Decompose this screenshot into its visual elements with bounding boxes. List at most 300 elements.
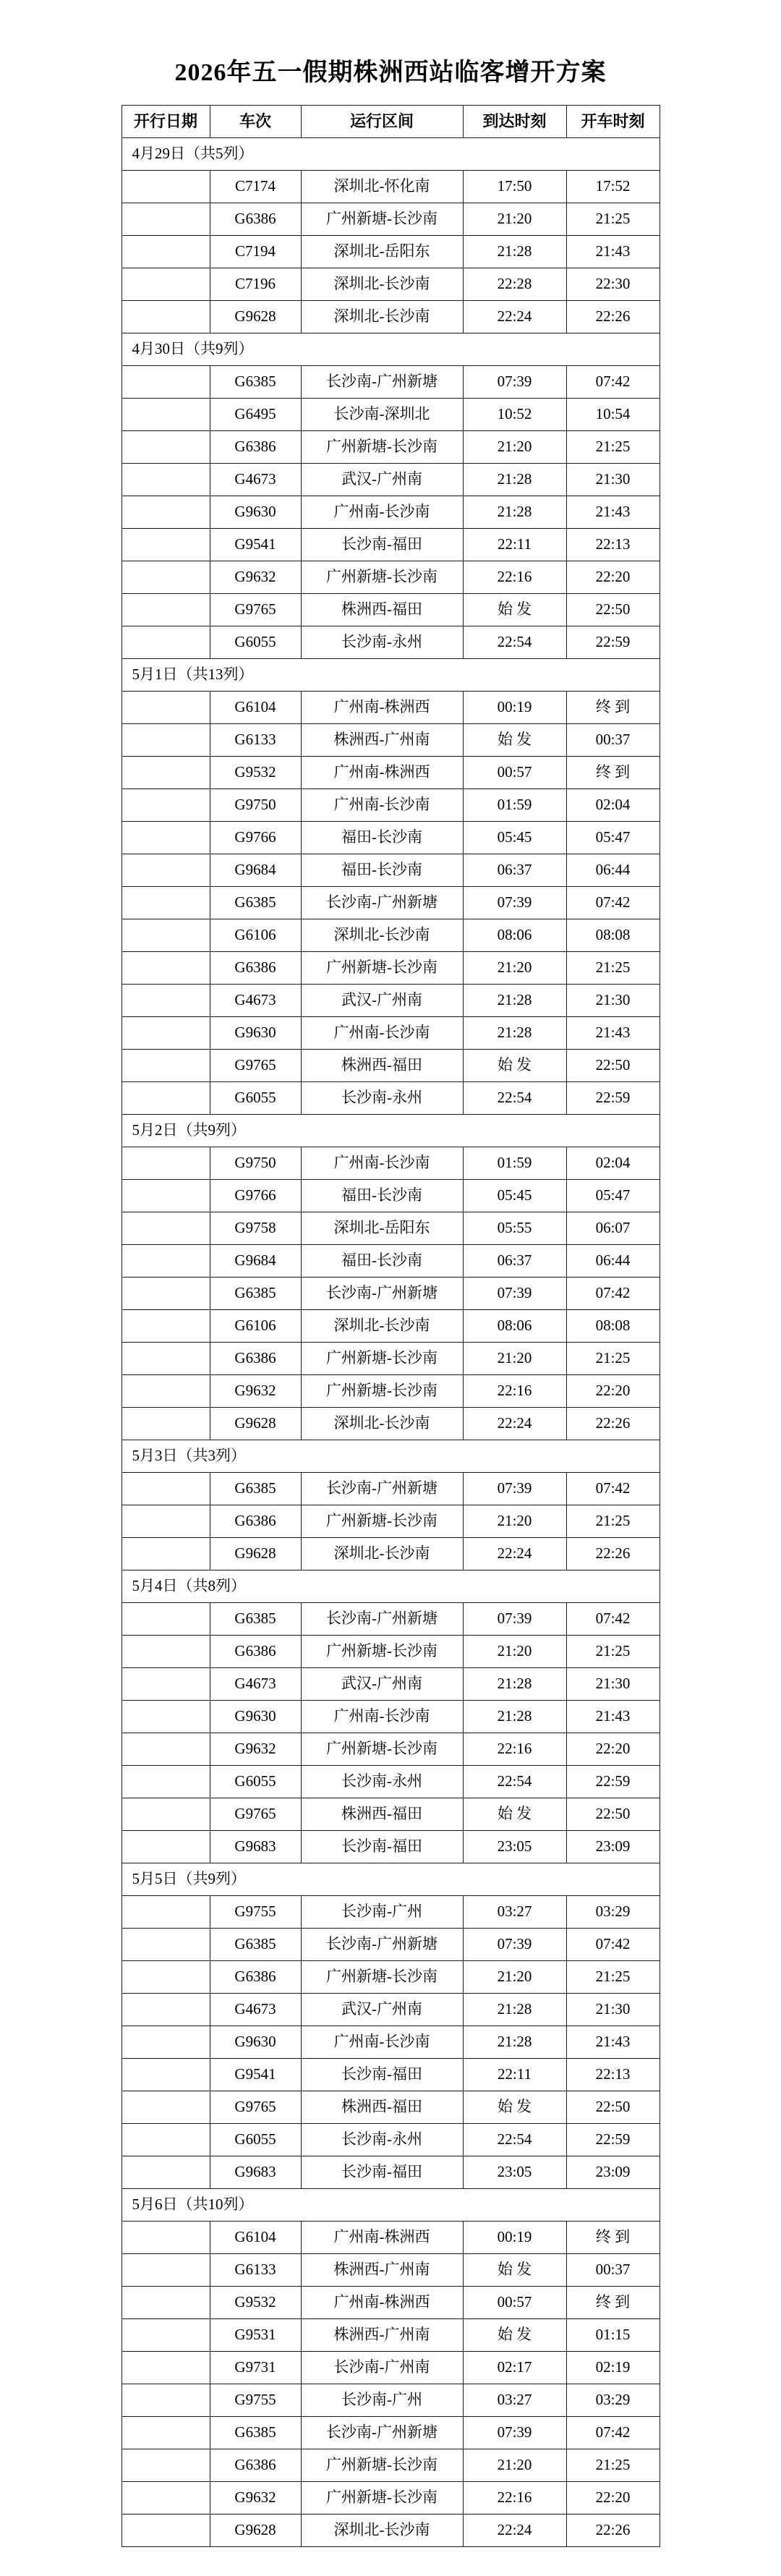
train-row [121,692,660,724]
arrival-time-cell: 21:20 [463,952,566,985]
route-cell: 广州南-株洲西 [301,2287,463,2319]
empty-date-cell [121,431,210,464]
arrival-time-cell: 始 发 [463,724,566,757]
empty-date-cell [121,1082,210,1115]
route-cell: 株洲西-广州南 [301,2254,463,2287]
empty-date-cell [121,1408,210,1440]
train-row [121,1961,660,1994]
arrival-time-cell: 21:28 [463,1017,566,1050]
arrival-time-cell: 22:11 [463,529,566,561]
route-cell: 广州新塘-长沙南 [301,1505,463,1538]
train-row [121,1017,660,1050]
train-row [121,2059,660,2091]
train-row [121,887,660,919]
route-cell: 深圳北-长沙南 [301,1310,463,1343]
empty-date-cell [121,1538,210,1570]
train-number-cell: G6386 [210,1343,301,1375]
route-cell: 长沙南-广州新塘 [301,1929,463,1961]
route-cell: 广州南-长沙南 [301,496,463,529]
arrival-time-cell: 07:39 [463,2417,566,2449]
empty-date-cell [121,1017,210,1050]
arrival-time-cell: 07:39 [463,1278,566,1310]
empty-date-cell [121,1375,210,1408]
train-number-cell: G9750 [210,1147,301,1180]
empty-date-cell [121,2287,210,2319]
route-cell: 武汉-广州南 [301,1668,463,1701]
empty-date-cell [121,1961,210,1994]
train-row [121,1603,660,1636]
train-number-cell: G9630 [210,496,301,529]
arrival-time-cell: 始 发 [463,2319,566,2352]
route-cell: 广州南-长沙南 [301,1147,463,1180]
departure-time-cell: 07:42 [566,1473,660,1505]
departure-time-cell: 22:26 [566,301,660,333]
arrival-time-cell: 21:28 [463,236,566,268]
header-row [121,106,660,138]
arrival-time-cell: 01:59 [463,789,566,822]
departure-time-cell: 03:29 [566,1896,660,1929]
arrival-time-cell: 05:55 [463,1212,566,1245]
route-cell: 福田-长沙南 [301,822,463,854]
empty-date-cell [121,2352,210,2384]
train-row [121,431,660,464]
arrival-time-cell: 21:28 [463,985,566,1017]
empty-date-cell [121,399,210,431]
arrival-time-cell: 22:54 [463,2124,566,2156]
arrival-time-cell: 始 发 [463,594,566,626]
route-cell: 深圳北-长沙南 [301,1538,463,1570]
arrival-time-cell: 22:24 [463,1408,566,1440]
empty-date-cell [121,1896,210,1929]
train-row [121,1896,660,1929]
departure-time-cell: 22:26 [566,1538,660,1570]
date-section-label: 5月5日（共9列） [121,1863,660,1896]
train-row [121,366,660,399]
train-number-cell: G4673 [210,985,301,1017]
empty-date-cell [121,1212,210,1245]
departure-time-cell: 21:25 [566,1505,660,1538]
empty-date-cell [121,203,210,236]
empty-date-cell [121,2026,210,2059]
empty-date-cell [121,1505,210,1538]
train-row [121,203,660,236]
empty-date-cell [121,1050,210,1082]
route-cell: 长沙南-广州新塘 [301,1603,463,1636]
empty-date-cell [121,1798,210,1831]
train-row [121,854,660,887]
arrival-time-cell: 02:17 [463,2352,566,2384]
train-row [121,464,660,496]
arrival-time-cell: 21:20 [463,431,566,464]
empty-date-cell [121,1766,210,1798]
date-section-label: 5月2日（共9列） [121,1115,660,1147]
route-cell: 福田-长沙南 [301,1245,463,1278]
train-number-cell: C7174 [210,171,301,203]
date-section-row [121,1570,660,1603]
departure-time-cell: 17:52 [566,171,660,203]
train-row [121,171,660,203]
date-section-label: 5月3日（共3列） [121,1440,660,1473]
arrival-time-cell: 21:20 [463,1343,566,1375]
departure-time-cell: 21:30 [566,1994,660,2026]
departure-time-cell: 22:50 [566,1798,660,1831]
date-section-row [121,2189,660,2222]
arrival-time-cell: 22:28 [463,268,566,301]
route-cell: 深圳北-长沙南 [301,301,463,333]
departure-time-cell: 22:26 [566,2515,660,2547]
train-number-cell: G6385 [210,1603,301,1636]
col-header-running-section: 运行区间 [301,106,463,138]
departure-time-cell: 21:30 [566,464,660,496]
empty-date-cell [121,692,210,724]
departure-time-cell: 终 到 [566,692,660,724]
empty-date-cell [121,1733,210,1766]
route-cell: 福田-长沙南 [301,854,463,887]
arrival-time-cell: 21:20 [463,1505,566,1538]
train-number-cell: G9755 [210,1896,301,1929]
arrival-time-cell: 03:27 [463,1896,566,1929]
arrival-time-cell: 08:06 [463,1310,566,1343]
date-section-label: 5月6日（共10列） [121,2189,660,2222]
train-row [121,1831,660,1863]
train-number-cell: G9628 [210,1408,301,1440]
arrival-time-cell: 22:24 [463,301,566,333]
route-cell: 武汉-广州南 [301,985,463,1017]
route-cell: 深圳北-怀化南 [301,171,463,203]
train-number-cell: G9541 [210,529,301,561]
train-number-cell: G9541 [210,2059,301,2091]
route-cell: 长沙南-广州南 [301,2352,463,2384]
departure-time-cell: 02:04 [566,789,660,822]
train-number-cell: G9532 [210,757,301,789]
route-cell: 广州新塘-长沙南 [301,1733,463,1766]
train-number-cell: G4673 [210,1994,301,2026]
train-number-cell: G9630 [210,1017,301,1050]
empty-date-cell [121,1636,210,1668]
train-row [121,1798,660,1831]
arrival-time-cell: 08:06 [463,919,566,952]
train-row [121,1701,660,1733]
arrival-time-cell: 22:54 [463,1082,566,1115]
train-row [121,1278,660,1310]
train-row [121,561,660,594]
arrival-time-cell: 22:54 [463,626,566,659]
arrival-time-cell: 07:39 [463,1473,566,1505]
route-cell: 深圳北-长沙南 [301,919,463,952]
train-number-cell: G6385 [210,887,301,919]
departure-time-cell: 21:25 [566,952,660,985]
departure-time-cell: 21:43 [566,236,660,268]
empty-date-cell [121,1831,210,1863]
train-row [121,1929,660,1961]
train-row [121,301,660,333]
empty-date-cell [121,2059,210,2091]
train-number-cell: G6055 [210,2124,301,2156]
empty-date-cell [121,268,210,301]
route-cell: 广州新塘-长沙南 [301,431,463,464]
empty-date-cell [121,985,210,1017]
arrival-time-cell: 23:05 [463,2156,566,2189]
train-number-cell: G6385 [210,1929,301,1961]
departure-time-cell: 05:47 [566,822,660,854]
empty-date-cell [121,1668,210,1701]
route-cell: 广州南-株洲西 [301,757,463,789]
document-title: 2026年五一假期株洲西站临客增开方案 [174,59,607,86]
arrival-time-cell: 始 发 [463,1798,566,1831]
route-cell: 广州新塘-长沙南 [301,561,463,594]
arrival-time-cell: 00:19 [463,2222,566,2254]
departure-time-cell: 终 到 [566,2287,660,2319]
departure-time-cell: 06:44 [566,854,660,887]
train-number-cell: G9766 [210,1180,301,1212]
train-number-cell: G6104 [210,2222,301,2254]
empty-date-cell [121,1603,210,1636]
arrival-time-cell: 22:16 [463,1733,566,1766]
departure-time-cell: 22:13 [566,529,660,561]
route-cell: 株洲西-广州南 [301,724,463,757]
arrival-time-cell: 21:20 [463,2449,566,2482]
train-number-cell: G9765 [210,594,301,626]
train-row [121,236,660,268]
train-number-cell: G9632 [210,561,301,594]
train-number-cell: G9683 [210,2156,301,2189]
train-row [121,952,660,985]
empty-date-cell [121,366,210,399]
train-number-cell: G6385 [210,1278,301,1310]
train-number-cell: G6386 [210,431,301,464]
train-number-cell: G9755 [210,2384,301,2417]
departure-time-cell: 22:30 [566,268,660,301]
arrival-time-cell: 06:37 [463,1245,566,1278]
arrival-time-cell: 始 发 [463,2091,566,2124]
train-row [121,757,660,789]
arrival-time-cell: 22:54 [463,1766,566,1798]
departure-time-cell: 22:59 [566,2124,660,2156]
train-row [121,724,660,757]
arrival-time-cell: 21:20 [463,203,566,236]
train-row [121,822,660,854]
route-cell: 株洲西-福田 [301,1050,463,1082]
arrival-time-cell: 21:28 [463,496,566,529]
route-cell: 深圳北-岳阳东 [301,1212,463,1245]
train-number-cell: G9632 [210,1375,301,1408]
route-cell: 长沙南-永州 [301,626,463,659]
col-header-arrival-time: 到达时刻 [463,106,566,138]
empty-date-cell [121,757,210,789]
empty-date-cell [121,887,210,919]
empty-date-cell [121,2515,210,2547]
arrival-time-cell: 始 发 [463,1050,566,1082]
train-row [121,1538,660,1570]
departure-time-cell: 23:09 [566,2156,660,2189]
empty-date-cell [121,1701,210,1733]
departure-time-cell: 02:19 [566,2352,660,2384]
col-header-operating-date: 开行日期 [121,106,210,138]
train-number-cell: G9765 [210,1798,301,1831]
train-number-cell: G6386 [210,203,301,236]
departure-time-cell: 21:30 [566,1668,660,1701]
route-cell: 广州南-长沙南 [301,2026,463,2059]
departure-time-cell: 21:25 [566,203,660,236]
departure-time-cell: 21:25 [566,2449,660,2482]
train-number-cell: G9532 [210,2287,301,2319]
route-cell: 广州南-株洲西 [301,2222,463,2254]
train-number-cell: G9632 [210,1733,301,1766]
departure-time-cell: 22:20 [566,561,660,594]
schedule-table-header [121,106,660,138]
departure-time-cell: 07:42 [566,366,660,399]
empty-date-cell [121,2254,210,2287]
train-number-cell: G6104 [210,692,301,724]
arrival-time-cell: 22:16 [463,2482,566,2515]
train-row [121,2515,660,2547]
train-row [121,2254,660,2287]
train-number-cell: G9628 [210,301,301,333]
departure-time-cell: 10:54 [566,399,660,431]
departure-time-cell: 22:59 [566,1082,660,1115]
train-row [121,1733,660,1766]
train-number-cell: G9758 [210,1212,301,1245]
schedule-table [121,105,660,2547]
departure-time-cell: 07:42 [566,2417,660,2449]
train-number-cell: G9632 [210,2482,301,2515]
empty-date-cell [121,1994,210,2026]
train-row [121,594,660,626]
empty-date-cell [121,301,210,333]
arrival-time-cell: 17:50 [463,171,566,203]
train-number-cell: G9731 [210,2352,301,2384]
train-row [121,2222,660,2254]
departure-time-cell: 22:20 [566,2482,660,2515]
train-row [121,1505,660,1538]
train-number-cell: G6106 [210,1310,301,1343]
arrival-time-cell: 07:39 [463,1929,566,1961]
empty-date-cell [121,2124,210,2156]
empty-date-cell [121,626,210,659]
route-cell: 长沙南-福田 [301,2156,463,2189]
route-cell: 广州新塘-长沙南 [301,1636,463,1668]
departure-time-cell: 06:44 [566,1245,660,1278]
route-cell: 深圳北-长沙南 [301,2515,463,2547]
route-cell: 广州新塘-长沙南 [301,2449,463,2482]
empty-date-cell [121,464,210,496]
train-number-cell: G9765 [210,1050,301,1082]
route-cell: 长沙南-永州 [301,2124,463,2156]
departure-time-cell: 22:59 [566,626,660,659]
departure-time-cell: 21:25 [566,431,660,464]
route-cell: 长沙南-福田 [301,1831,463,1863]
route-cell: 株洲西-福田 [301,1798,463,1831]
empty-date-cell [121,919,210,952]
route-cell: 广州新塘-长沙南 [301,203,463,236]
route-cell: 深圳北-岳阳东 [301,236,463,268]
train-number-cell: G6385 [210,366,301,399]
empty-date-cell [121,724,210,757]
arrival-time-cell: 07:39 [463,366,566,399]
route-cell: 长沙南-永州 [301,1766,463,1798]
empty-date-cell [121,1473,210,1505]
route-cell: 福田-长沙南 [301,1180,463,1212]
empty-date-cell [121,594,210,626]
train-row [121,496,660,529]
route-cell: 广州新塘-长沙南 [301,1961,463,1994]
date-section-row [121,659,660,692]
departure-time-cell: 21:25 [566,1961,660,1994]
train-number-cell: G6133 [210,724,301,757]
date-section-row [121,1863,660,1896]
arrival-time-cell: 21:28 [463,1701,566,1733]
train-row [121,1147,660,1180]
empty-date-cell [121,952,210,985]
departure-time-cell: 08:08 [566,1310,660,1343]
col-header-train-number: 车次 [210,106,301,138]
train-row [121,268,660,301]
train-number-cell: G9765 [210,2091,301,2124]
train-number-cell: G9531 [210,2319,301,2352]
train-row [121,1408,660,1440]
train-row [121,2482,660,2515]
arrival-time-cell: 22:16 [463,561,566,594]
train-row [121,399,660,431]
arrival-time-cell: 21:28 [463,464,566,496]
train-row [121,1375,660,1408]
route-cell: 株洲西-福田 [301,2091,463,2124]
route-cell: 深圳北-长沙南 [301,1408,463,1440]
departure-time-cell: 07:42 [566,1278,660,1310]
empty-date-cell [121,854,210,887]
train-row [121,985,660,1017]
train-row [121,1636,660,1668]
empty-date-cell [121,2156,210,2189]
arrival-time-cell: 07:39 [463,1603,566,1636]
train-row [121,919,660,952]
empty-date-cell [121,2482,210,2515]
empty-date-cell [121,1278,210,1310]
train-number-cell: C7194 [210,236,301,268]
route-cell: 广州新塘-长沙南 [301,952,463,985]
departure-time-cell: 22:13 [566,2059,660,2091]
col-header-departure-time: 开车时刻 [566,106,660,138]
empty-date-cell [121,2384,210,2417]
arrival-time-cell: 21:20 [463,1961,566,1994]
empty-date-cell [121,236,210,268]
departure-time-cell: 21:43 [566,1701,660,1733]
departure-time-cell: 00:37 [566,2254,660,2287]
train-row [121,2352,660,2384]
route-cell: 广州新塘-长沙南 [301,2482,463,2515]
arrival-time-cell: 22:16 [463,1375,566,1408]
train-row [121,1180,660,1212]
departure-time-cell: 21:25 [566,1636,660,1668]
train-row [121,2384,660,2417]
train-row [121,626,660,659]
arrival-time-cell: 21:28 [463,1994,566,2026]
empty-date-cell [121,171,210,203]
route-cell: 广州新塘-长沙南 [301,1343,463,1375]
departure-time-cell: 22:50 [566,2091,660,2124]
empty-date-cell [121,1343,210,1375]
train-row [121,1082,660,1115]
route-cell: 长沙南-广州新塘 [301,1278,463,1310]
train-row [121,789,660,822]
arrival-time-cell: 00:19 [463,692,566,724]
train-number-cell: G9683 [210,1831,301,1863]
arrival-time-cell: 01:59 [463,1147,566,1180]
route-cell: 长沙南-福田 [301,529,463,561]
train-number-cell: G9684 [210,854,301,887]
empty-date-cell [121,789,210,822]
empty-date-cell [121,822,210,854]
